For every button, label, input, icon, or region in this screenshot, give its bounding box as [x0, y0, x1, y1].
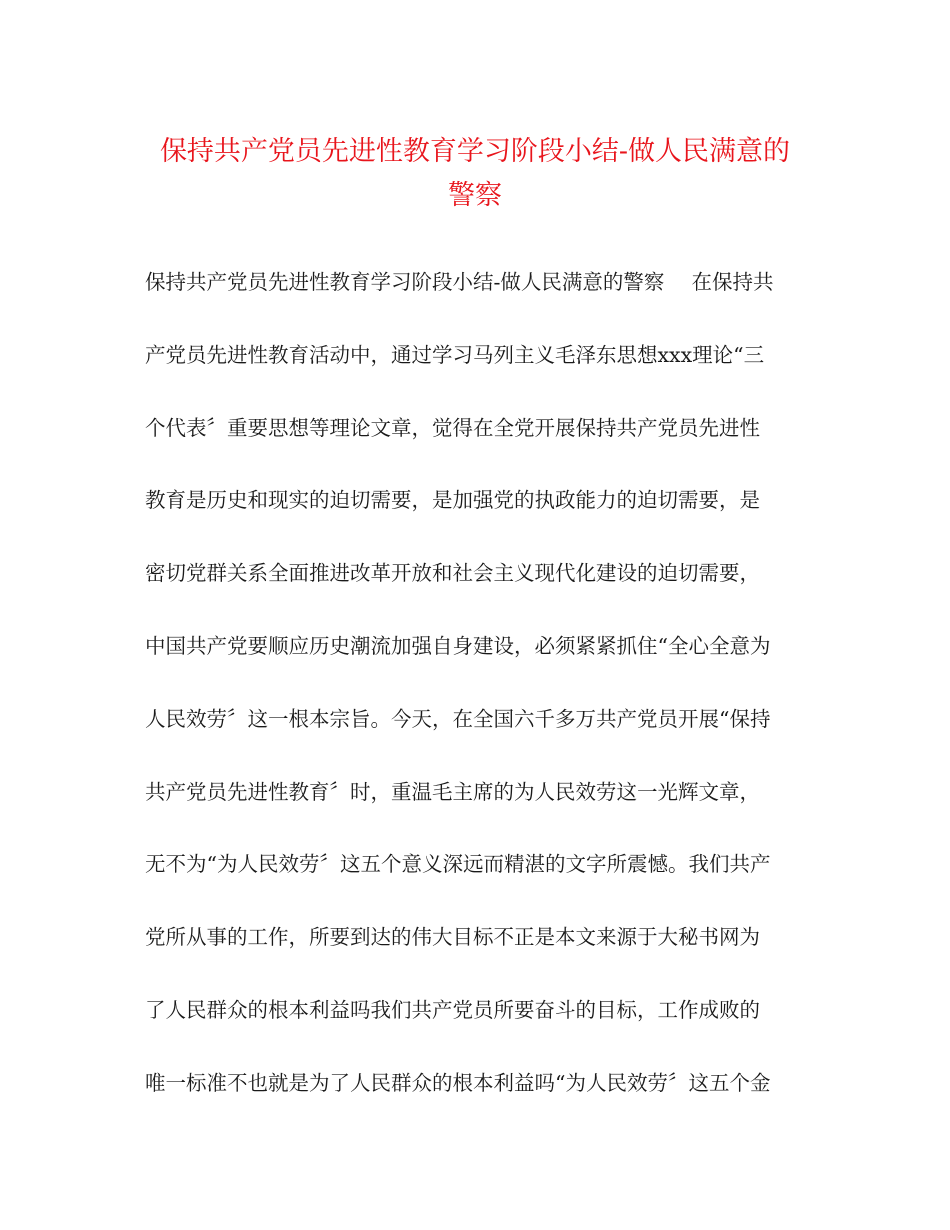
body-line: 教育是历史和现实的迫切需要，是加强党的执政能力的迫切需要，是 — [145, 488, 760, 513]
body-line: 保持共产党员先进性教育学习阶段小结-做人民满意的警察 在保持共 — [145, 270, 774, 294]
body-line: 人民效劳〞这一根本宗旨。今天，在全国六千多万共产党员开展“保持 — [145, 706, 771, 731]
body-line: 无不为“为人民效劳〞这五个意义深远而精湛的文字所震憾。我们共产 — [145, 852, 771, 877]
body-line: 中国共产党要顺应历史潮流加强自身建设，必须紧紧抓住“全心全意为 — [145, 633, 771, 658]
body-line: 产党员先进性教育活动中，通过学习马列主义毛泽东思想xxx理论“三 — [145, 342, 765, 367]
body-line: 党所从事的工作，所要到达的伟大目标不正是本文来源于大秘书网为 — [145, 925, 760, 950]
body-line: 唯一标准不也就是为了人民群众的根本利益吗“为人民效劳〞这五个金 — [145, 1070, 771, 1095]
document-title-line-2: 警察 — [448, 180, 502, 211]
body-line: 个代表〞重要思想等理论文章，觉得在全党开展保持共产党员先进性 — [145, 415, 760, 440]
body-line: 了人民群众的根本利益吗我们共产党员所要奋斗的目标，工作成败的 — [145, 997, 760, 1022]
document-title-line-1: 保持共产党员先进性教育学习阶段小结-做人民满意的 — [159, 136, 791, 167]
body-line: 密切党群关系全面推进改革开放和社会主义现代化建设的迫切需要， — [145, 561, 760, 586]
body-line: 共产党员先进性教育〞时，重温毛主席的为人民效劳这一光辉文章， — [145, 779, 760, 804]
document-body — [145, 262, 815, 1136]
